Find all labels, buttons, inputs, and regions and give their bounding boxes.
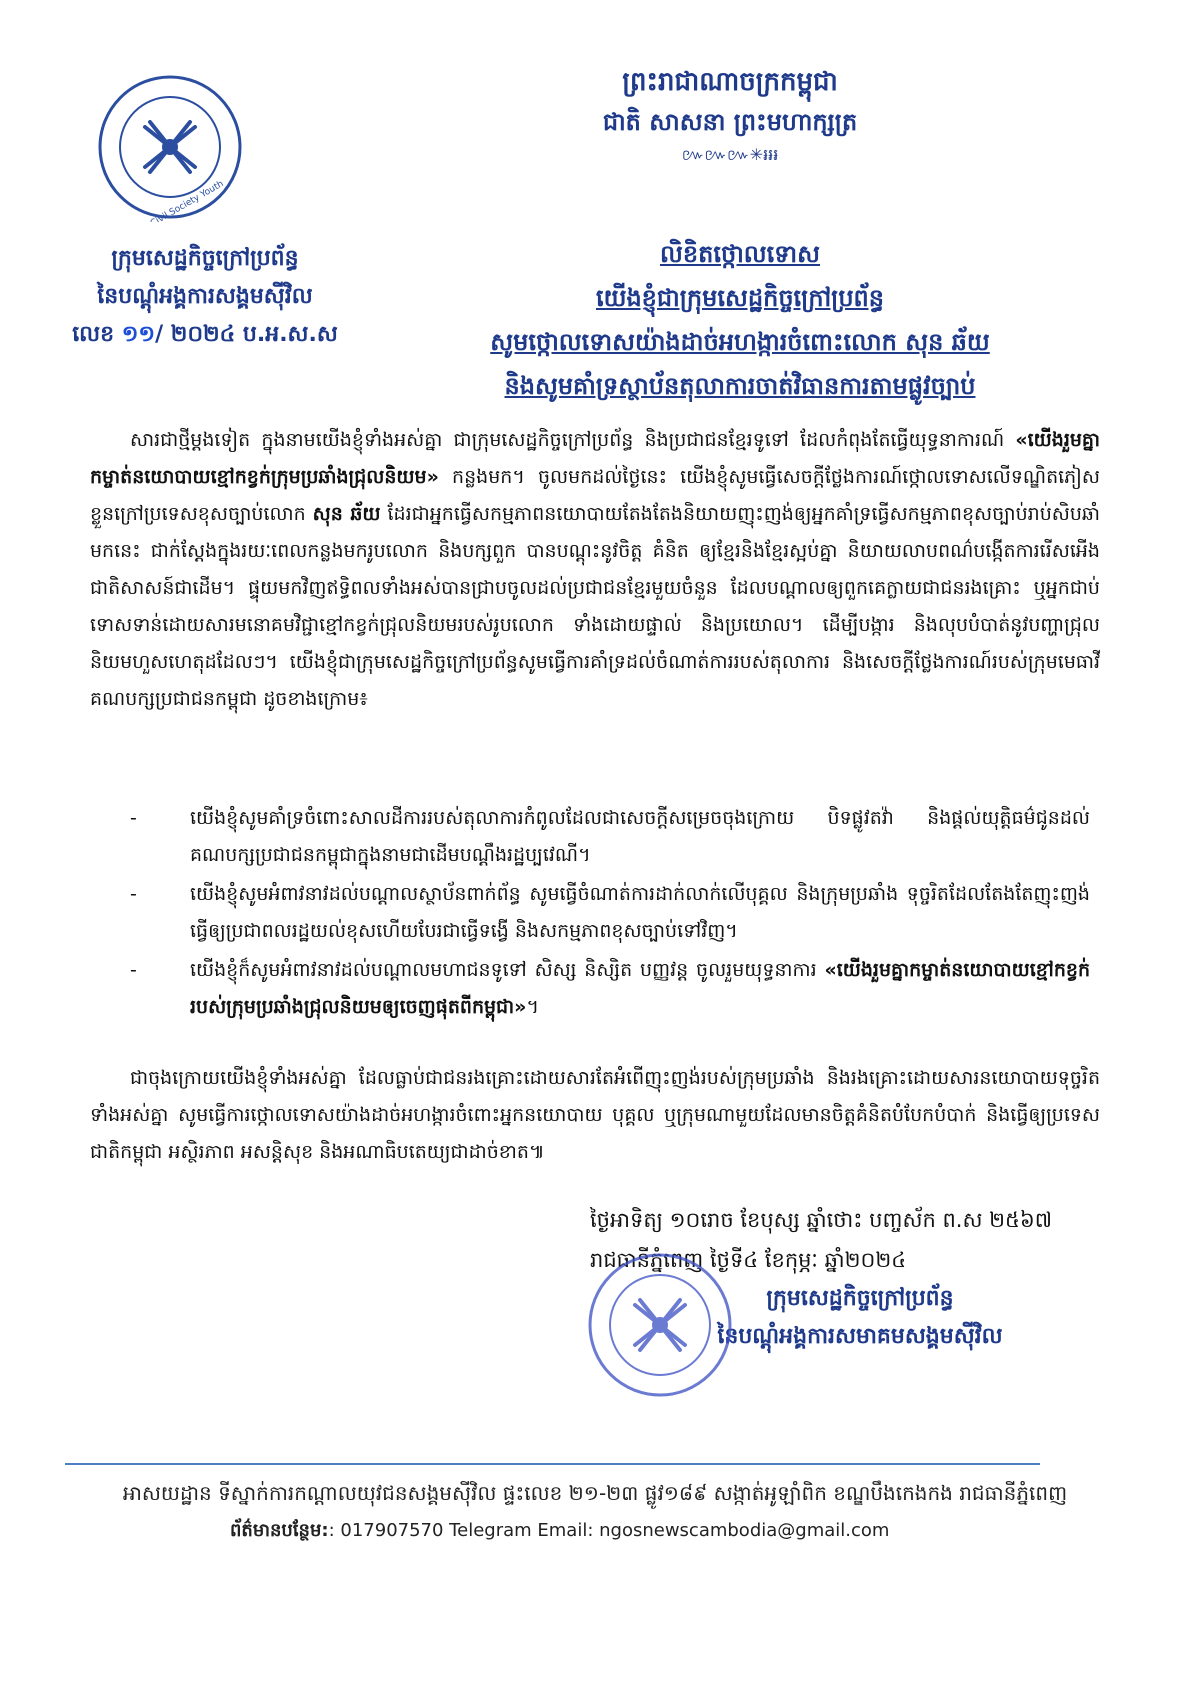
bullet-dash: - [130,959,137,981]
bullet-dash: - [130,883,137,905]
kingdom-title: ព្រះរាជាណាចក្រកម្ពុជា [622,67,838,97]
bullet-text-2: យើងខ្ញុំសូមអំពាវនាវដល់បណ្តាលស្ថាប័នពាក់ព័ន្ធ សូមធ្វើចំណាត់ការដាក់លាក់លើបុគ្គល និងក្រុមប្រឆាំង ទុច្ចរិតដែលតែងតែញុះញង់ធ្វើឲ្យប្រជាពលរដ្ឋយល់ខុសហើយបែរជាធ្វើទង្វើ និងសកម្មភាពខុសច្បាប់ទៅវិញ។ [190,883,1090,942]
document-title [330,232,1150,408]
org-header-left [55,240,355,354]
title-line4: និងសូមគាំទ្រស្ថាប័នតុលាការចាត់វិធានការតាមផ្លូវច្បាប់ [504,372,976,400]
p1-person-name: សុន ឆ័យ [312,503,381,525]
title-line3: សូមថ្កោលទោសយ៉ាងដាច់អហង្ការចំពោះលោក សុន ឆ័យ [490,328,990,356]
p1-part-e: ដែរជាអ្នកធ្វើសកម្មភាពនយោបាយតែងតែងនិយាយញុះញង់ឲ្យអ្នកគាំទ្រធ្វើសកម្មភាពខុសច្បាប់រាប់សិបឆាំមកនេះ ជាក់ស្តែងក្នុងរយៈពេលកន្លងមករូបលោក និងបក្សពួក បានបណ្តុះនូវចិត្ត គំនិត ឲ្យខ្មែរនិងខ្មែរស្អប់គ្នា និយាយលាបពណ៌បង្កើតការរើសអើងជាតិសាសន៍ជាដើម។ ផ្ទុយមកវិញឥទ្ធិពលទាំងអស់បានជ្រាបចូលដល់ប្រជាជនខ្មែរមួយចំនួន ដែលបណ្តាលឲ្យពួកគេក្លាយជាជនរងគ្រោះ ឬអ្នកជាប់ទោសទាន់ដោយសារមនោគមវិជ្ជាខ្មៅកខ្វក់ជ្រុលនិយមរបស់រូបលោក ទាំងដោយផ្ទាល់ និងប្រយោល។ ដើម្បីបង្ការ និងលុបបំបាត់នូវបញ្ហាជ្រុលនិយមហួសហេតុដដែលៗ។ យើងខ្ញុំជាក្រុមសេដ្ឋកិច្ចក្រៅប្រព័ន្ធសូមធ្វើការគាំទ្រដល់ចំណាត់ការរបស់តុលាការ និងសេចក្តីថ្លែងការណ៍របស់ក្រុមមេធាវីគណបក្សប្រជាជនកម្ពុជា ដូចខាងក្រោម៖ [90,503,1100,710]
p1-part-c: កន្លងមក។ ចូលមកដល់ថ្ងៃនេះ យើងខ្ញុំសូមធ្វើសេចក្តីថ្លែងការណ៍ថ្កោលទោសលើទណ្ឌិតភៀសខ្លួនក្រៅប្រទេសខុសច្បាប់លោក [90,466,1100,525]
footer-address: អាសយដ្ឋាន ទីស្នាក់ការកណ្តាលយុវជនសង្គមស៊ីវិល ផ្ទះលេខ ២១-២៣ ផ្លូវ១៨៩ សង្កាត់អូឡាំពិក ខណ្ឌបឹងកេងកង រាជធានីភ្នំពេញ [122,1481,1068,1505]
footer-contact-label: ព័ត៌មានបន្ថែម: [230,1520,329,1541]
kingdom-header [470,62,990,168]
ref-prefix: លេខ [72,322,115,347]
p1-campaign-name: «យើងរួមគ្នាកម្ចាត់នយោបាយខ្មៅកខ្វក់ក្រុមប្រឆាំងជ្រុលនិយម» [90,429,1100,488]
paragraph-1 [90,422,1100,718]
bullet-campaign-name: «យើងរួមគ្នាកម្ចាត់នយោបាយខ្មៅកខ្វក់របស់ក្រុមប្រឆាំងជ្រុលនិយមឲ្យចេញផុតពីកម្ពុជា» [190,959,1090,1018]
ref-suffix: / ២០២៤ ប.អ.ស.ស [155,322,338,347]
svg-text:Civil Society Youth: Civil Society Youth [148,179,226,222]
bullet-item-3 [130,952,1090,1026]
reference-number [55,316,355,354]
signature-org-line1: ក្រុមសេដ្ឋកិច្ចក្រៅប្រព័ន្ធ [766,1286,954,1311]
footer-contact-value: : 017907570 Telegram Email: ngosnewscambodia@gmail.com [328,1520,890,1541]
bullet-text-3a: យើងខ្ញុំក៏សូមអំពាវនាវដល់បណ្តាលមហាជនទូទៅ សិស្ស និស្សិត បញ្ញវន្ត ចូលរួមយុទ្ធនាការ [190,959,825,981]
bullet-item-2 [130,876,1090,950]
bullet-dash: - [130,807,137,829]
org-logo [95,72,245,226]
stamp-seal-graphic [585,1250,735,1400]
stamp-seal [585,1250,735,1404]
bullet-item-1 [130,800,1090,874]
org-logo-seal [95,72,245,222]
kingdom-ornament: ៚៚៚✳៛៛៛ [681,145,779,164]
footer-divider [65,1463,1040,1465]
bullet-list [130,800,1090,1028]
ref-number: ១១ [121,322,156,347]
p1-part-a: សារជាថ្មីម្តងទៀត ក្នុងនាមយើងខ្ញុំទាំងអស់គ្នា ជាក្រុមសេដ្ឋកិច្ចក្រៅប្រព័ន្ធ និងប្រជាជនខ្មែរទូទៅ ដែលកំពុងតែធ្វើយុទ្ធនាការណ៍ [130,429,1016,451]
paragraph-2 [90,1060,1100,1171]
org-name-line2: នៃបណ្ដុំអង្គការសង្គមស៊ីវិល [97,284,313,309]
lunar-date: ថ្ងៃអាទិត្យ ១០រោច ខែបុស្ស ឆ្នាំថោះ បញ្ចស័ក ព.ស ២៥៦៧ [590,1208,1053,1232]
p2-text: ជាចុងក្រោយយើងខ្ញុំទាំងអស់គ្នា ដែលធ្លាប់ជាជនរងគ្រោះដោយសារតែអំពើញុះញង់របស់ក្រុមប្រឆាំង និងរងគ្រោះដោយសារនយោបាយទុច្ចរិតទាំងអស់គ្នា សូមធ្វើការថ្កោលទោសយ៉ាងដាច់អហង្ការចំពោះអ្នកនយោបាយ បុគ្គល ឬក្រុមណាមួយដែលមានចិត្តគំនិតបំបែកបំបាក់ និងធ្វើឲ្យប្រទេសជាតិកម្ពុជា អស្ថិរភាព អសន្តិសុខ និងអណាធិបតេយ្យជាដាច់ខាត៕ [90,1067,1100,1163]
bullet-text-3c: ។ [526,996,539,1018]
title-line2: យើងខ្ញុំជាក្រុមសេដ្ឋកិច្ចក្រៅប្រព័ន្ធ [595,284,885,312]
signature-org-line2: នៃបណ្តុំអង្គការសមាគមសង្គមស៊ីវិល [717,1324,1003,1349]
title-line1: លិខិតថ្កោលទោស [660,240,820,268]
org-name-line1: ក្រុមសេដ្ឋកិច្ចក្រៅប្រព័ន្ធ [111,246,299,271]
kingdom-motto: ជាតិ សាសនា ព្រះមហាក្សត្រ [602,108,858,136]
bullet-text-1: យើងខ្ញុំសូមគាំទ្រចំពោះសាលដីការរបស់តុលាការកំពូលដែលជាសេចក្តីសម្រេចចុងក្រោយ បិទផ្លូវតវ៉ា និងផ្តល់យុត្តិធម៌ជូនដល់គណបក្សប្រជាជនកម្ពុជាក្នុងនាមជាដើមបណ្តឹងរដ្ឋប្បវេណី។ [190,807,1090,866]
solar-date: រាជធានីភ្នំពេញ ថ្ងៃទី៤ ខែកុម្ភៈ ឆ្នាំ២០២៤ [590,1248,907,1272]
footer-contact [230,1516,889,1546]
